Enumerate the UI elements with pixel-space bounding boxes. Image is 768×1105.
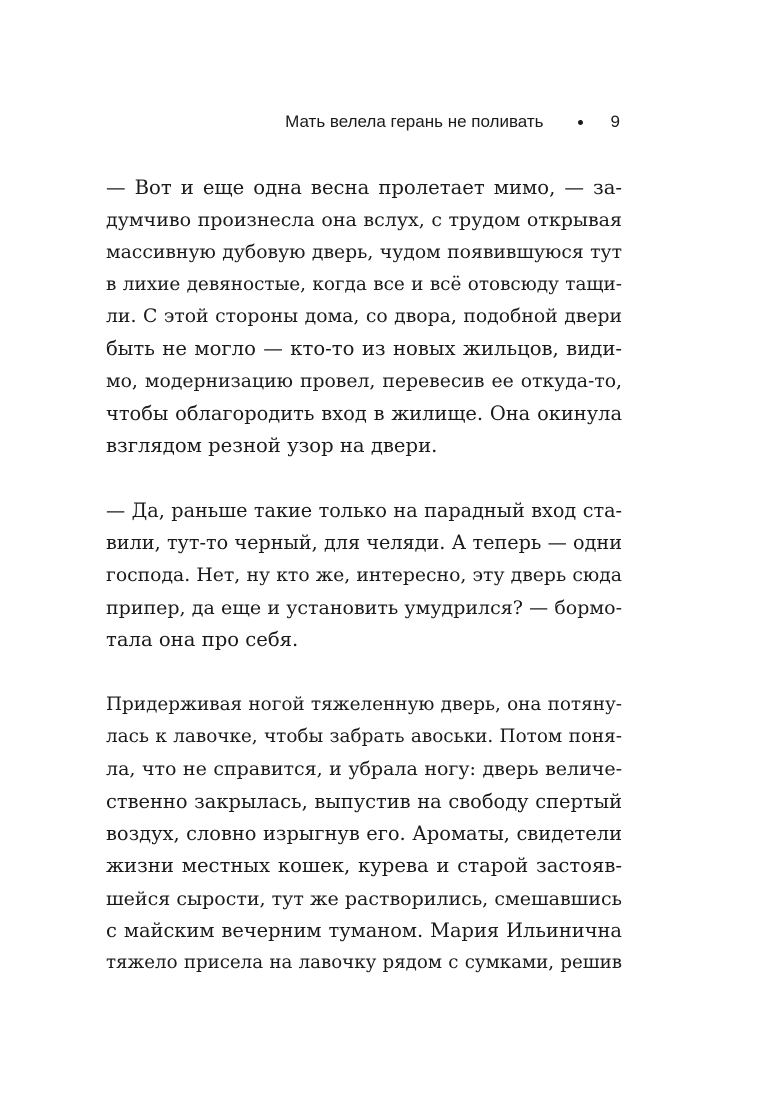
- text-line: в лихие девяностые, когда все и всё отовсюду тащи-: [106, 273, 622, 295]
- text-line: лась к лавочке, чтобы забрать авоськи. Потом поня-: [106, 726, 622, 748]
- text-line: вили, тут-то черный, для челяди. А теперь — одни: [106, 531, 622, 555]
- text-line: ла, что не справится, и убрала ногу: дверь величе-: [106, 758, 622, 781]
- bullet-separator: [578, 120, 583, 125]
- text-line: чтобы облагородить вход в жилище. Она окинула: [106, 402, 622, 426]
- text-line: жизни местных кошек, курева и старой застояв-: [106, 854, 622, 878]
- text-line: думчиво произнесла она вслух, с трудом открывая: [106, 209, 622, 232]
- text-line: — Да, раньше такие только на парадный вход ста-: [106, 498, 622, 522]
- text-line: ственно закрылась, выпустив на свободу спертый: [106, 789, 622, 813]
- paragraph-1: [106, 172, 622, 463]
- running-title: Мать велела герань не поливать: [285, 112, 544, 131]
- text-line: воздух, словно изрыгнув его. Ароматы, свидетели: [106, 821, 622, 845]
- text-line: быть не могло — кто-то из новых жильцов, види-: [106, 337, 622, 361]
- text-line: — Вот и еще одна весна пролетает мимо, — за-: [106, 176, 622, 199]
- page-number: 9: [610, 112, 620, 131]
- text-line: тала она про себя.: [106, 628, 299, 652]
- text-line: мо, модернизацию провел, перевесив ее откуда-то,: [106, 370, 622, 392]
- text-line: шейся сырости, тут же растворились, смешавшись: [106, 887, 622, 910]
- text-line: ли. С этой стороны дома, со двора, подобной двери: [106, 306, 622, 328]
- text-line: тяжело присела на лавочку рядом с сумками, решив: [106, 952, 622, 974]
- text-line: Придерживая ногой тяжеленную дверь, она потяну-: [106, 693, 622, 715]
- paragraph-2: [106, 495, 622, 656]
- text-line: взглядом резной узор на двери.: [106, 434, 438, 458]
- paragraph-3: [106, 689, 622, 980]
- body-text: [106, 172, 622, 979]
- text-line: припер, да еще и установить умудрился? — бормо-: [106, 596, 622, 619]
- running-header: [285, 112, 620, 132]
- text-line: массивную дубовую дверь, чудом появившуюся тут: [106, 241, 622, 263]
- text-line: господа. Нет, ну кто же, интересно, эту дверь сюда: [106, 564, 622, 586]
- text-line: с майским вечерним туманом. Мария Ильинична: [106, 918, 622, 942]
